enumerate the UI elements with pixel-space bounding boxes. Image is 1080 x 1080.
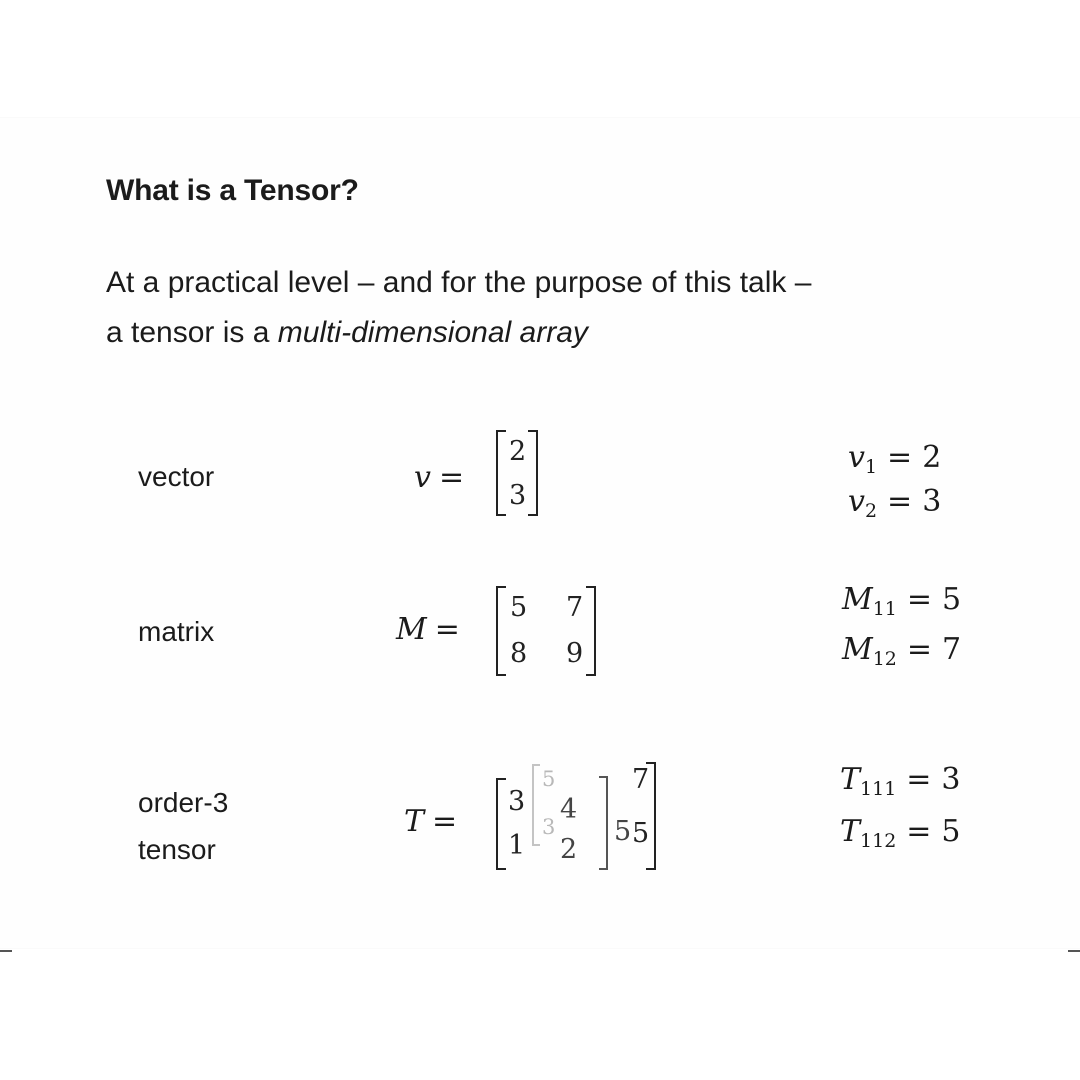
vector-component: $v_2 = 3$ xyxy=(848,484,942,522)
intro-line-2 xyxy=(106,308,1006,358)
matrix-component: $M_{11} = 5$ xyxy=(842,582,962,620)
intro-line-2-plain: a tensor is a xyxy=(106,316,278,349)
vector-entry: 3 xyxy=(509,480,527,511)
vector-right-bracket xyxy=(528,430,538,516)
vector-matrix xyxy=(496,430,538,516)
tensor-mid-right-bracket xyxy=(599,776,608,870)
slide-title: What is a Tensor? xyxy=(106,174,359,207)
vector-left-bracket xyxy=(496,430,506,516)
tensor-label-line-1: order-3 xyxy=(138,787,229,818)
right-edge-mark xyxy=(1068,950,1080,952)
tensor-component: $T_{111} = 3$ xyxy=(840,762,961,800)
tensor-front-left-bracket xyxy=(496,778,506,870)
tensor-ghost-entry: 3 xyxy=(542,815,556,839)
tensor-back-entry: 7 xyxy=(632,764,650,795)
left-edge-mark xyxy=(0,950,12,952)
matrix-matrix xyxy=(496,586,596,676)
intro-text xyxy=(106,258,1006,358)
matrix-entry: 7 xyxy=(566,592,584,623)
tensor-ghost-entry: 5 xyxy=(542,767,556,791)
matrix-symbol: M xyxy=(396,612,427,647)
matrix-entry: 8 xyxy=(510,638,528,669)
vector-entry: 2 xyxy=(509,436,527,467)
tensor-equals: = xyxy=(432,804,458,839)
tensor-symbol: T xyxy=(404,804,425,839)
matrix-right-bracket xyxy=(586,586,596,676)
tensor-front-entry: 3 xyxy=(508,786,526,817)
vector-equals: = xyxy=(438,460,465,495)
matrix-label: matrix xyxy=(138,616,215,647)
tensor-front-entry: 1 xyxy=(508,830,526,861)
vector-symbol: v xyxy=(414,460,431,495)
vector-component: $v_1 = 2$ xyxy=(848,440,942,478)
vector-lhs xyxy=(414,460,464,495)
vector-label: vector xyxy=(138,461,215,492)
tensor-lhs xyxy=(404,804,457,839)
intro-emphasis: multi-dimensional array xyxy=(277,316,588,349)
matrix-lhs xyxy=(396,612,460,647)
tensor-label-line-2: tensor xyxy=(138,834,216,865)
matrix-equals: = xyxy=(434,612,460,647)
tensor-inner-entry: 5 xyxy=(614,816,632,847)
tensor-front-slice xyxy=(496,778,536,870)
intro-line-1: At a practical level – and for the purpose of this talk – xyxy=(106,266,812,299)
matrix-entry: 5 xyxy=(510,592,528,623)
tensor-component: $T_{112} = 5$ xyxy=(840,814,961,852)
tensor-mid-entry: 4 xyxy=(560,794,578,825)
matrix-component: $M_{12} = 7$ xyxy=(842,632,962,670)
tensor-stack xyxy=(496,762,656,870)
tensor-mid-entry: 2 xyxy=(560,834,578,865)
matrix-entry: 9 xyxy=(566,638,584,669)
matrix-left-bracket xyxy=(496,586,506,676)
tensor-back-entry: 5 xyxy=(632,818,650,849)
